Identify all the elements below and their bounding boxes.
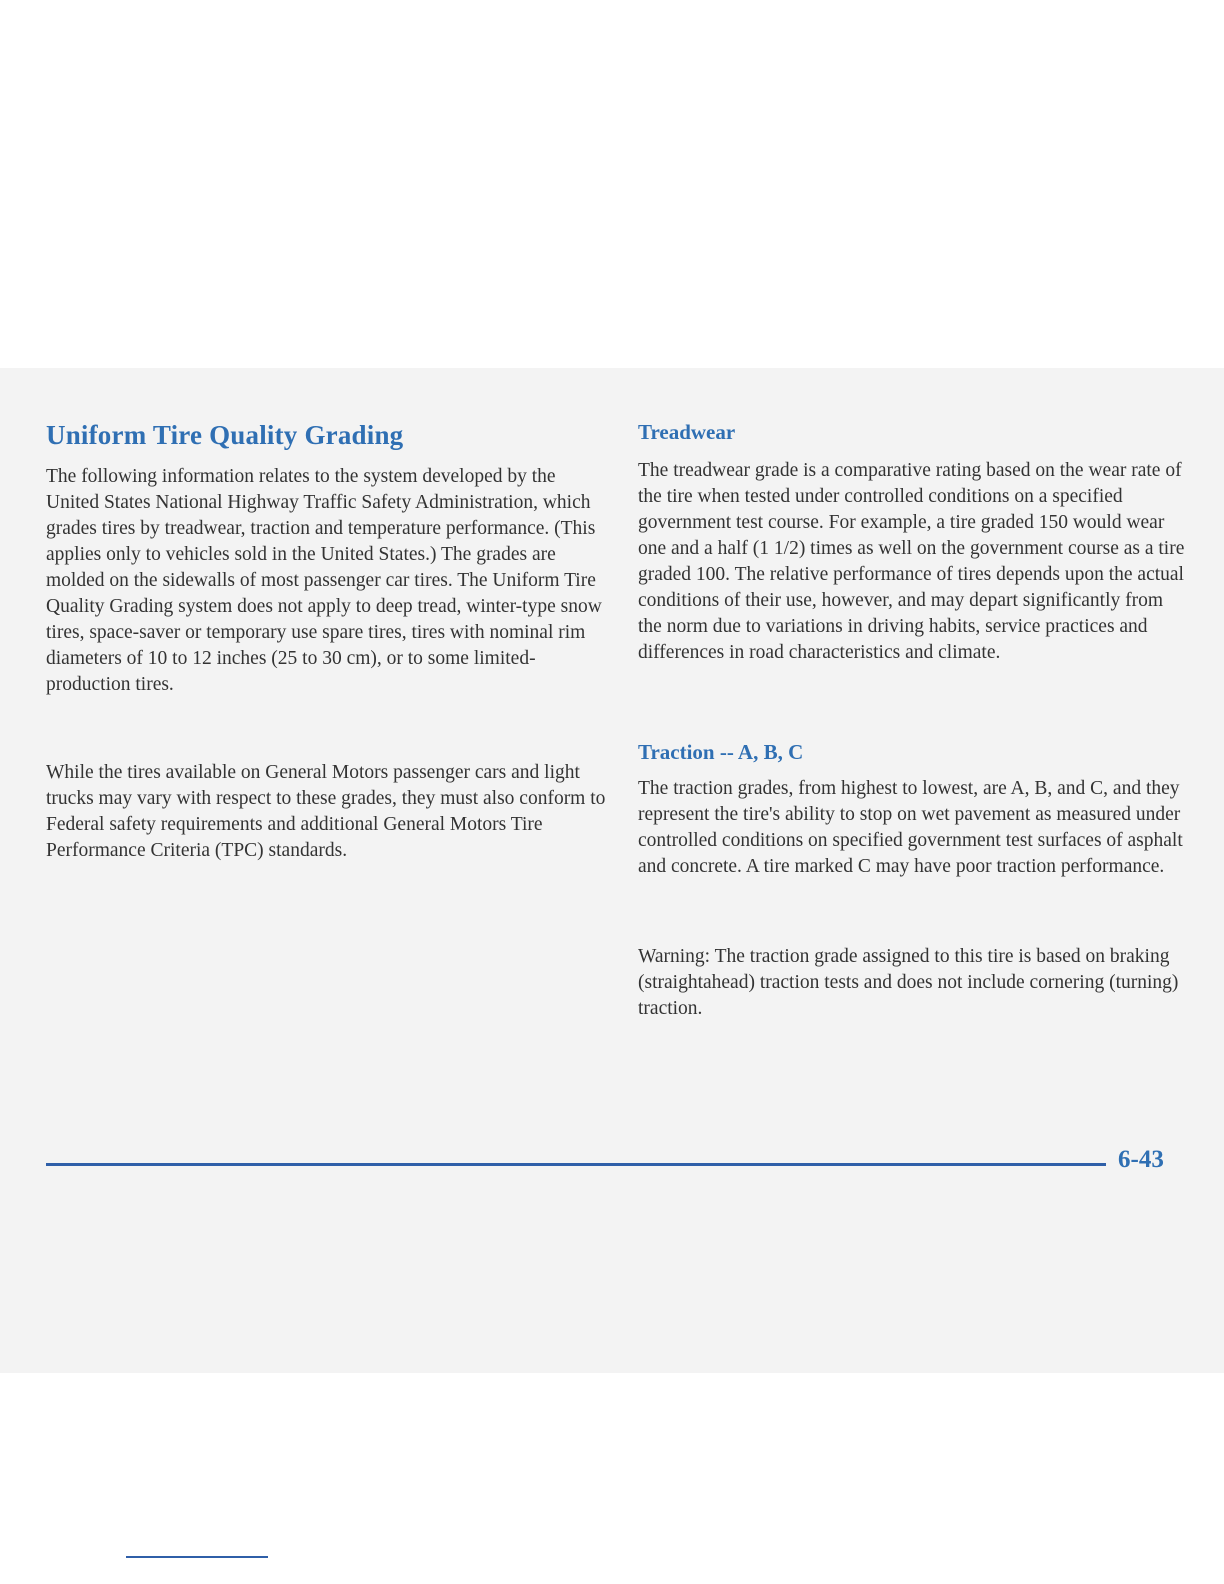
- treadwear-paragraph: The treadwear grade is a comparative rating based on the wear rate of the tire when tested under controlled conditions on a specified government test course. For example, a tire graded 150 would wear one and a half (1 1/2) times as well on the government course as a tire graded 100. The relative performance of tires depends upon the actual conditions of their use, however, and may depart significantly from the norm due to variations in driving habits, service practices and differences in road characteristics and climate.: [638, 460, 1185, 663]
- page-number: 6-43: [1118, 1146, 1164, 1173]
- intro-paragraph: The following information relates to the system developed by the United States National Highway Traffic Safety Administration, which grades tires by treadwear, traction and temperature performance. (This applies only to vehicles sold in the United States.) The grades are molded on the sidewalls of most passenger car tires. The Uniform Tire Quality Grading system does not apply to deep tread, winter-type snow tires, space-saver or temporary use spare tires, tires with nominal rim diameters of 10 to 12 inches (25 to 30 cm), or to some limited-production tires.: [46, 466, 602, 695]
- traction-warning-paragraph: Warning: The traction grade assigned to this tire is based on braking (straightahead) traction tests and does not include cornering (turning) traction.: [638, 946, 1179, 1019]
- bottom-rule-mark: [126, 1556, 268, 1558]
- traction-heading: Traction -- A, B, C: [638, 740, 804, 764]
- section-title: Uniform Tire Quality Grading: [46, 420, 404, 450]
- conformance-paragraph: While the tires available on General Motors passenger cars and light trucks may vary with respect to these grades, they must also conform to Federal safety requirements and additional General Motors Tire Performance Criteria (TPC) standards.: [46, 762, 606, 861]
- footer-rule: [46, 1163, 1106, 1166]
- treadwear-heading: Treadwear: [638, 420, 736, 444]
- traction-paragraph: The traction grades, from highest to lowest, are A, B, and C, and they represent the tire's ability to stop on wet pavement as measured under controlled conditions on specified government test surfaces of asphalt and concrete. A tire marked C may have poor traction performance.: [638, 778, 1183, 877]
